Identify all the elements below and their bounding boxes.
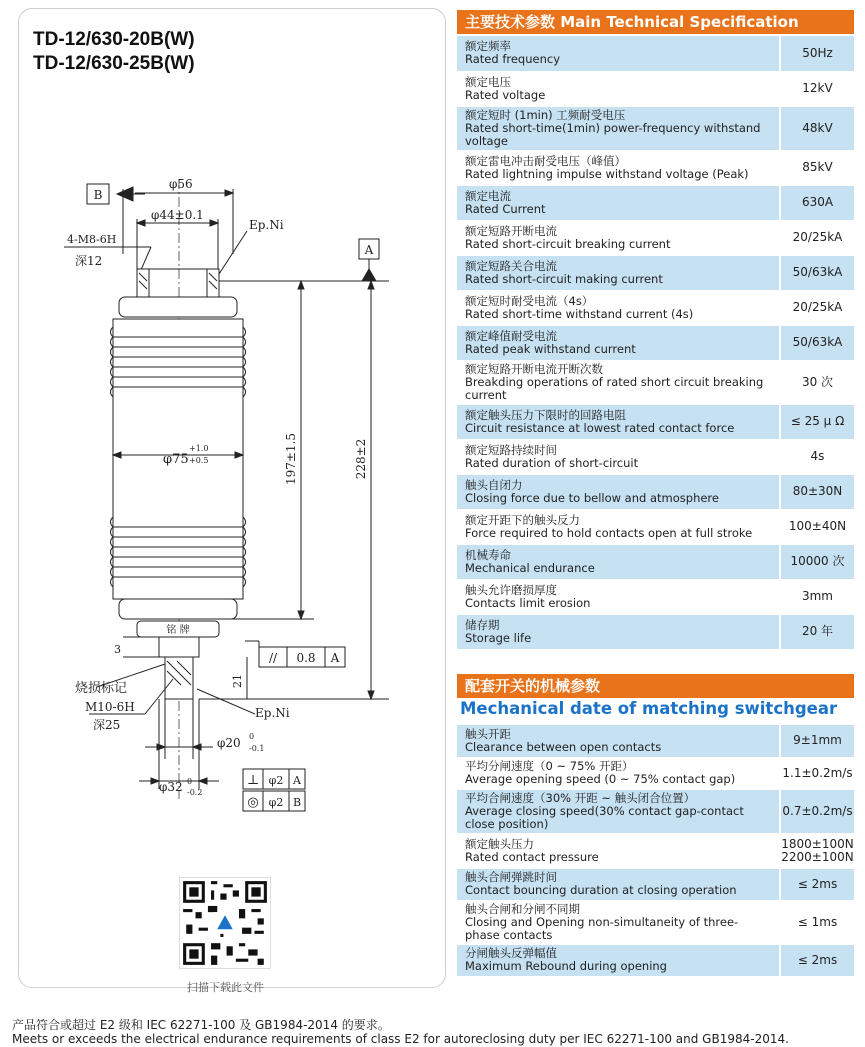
spec-name-cell (457, 757, 780, 789)
spec-row (457, 185, 854, 220)
spec-value: 48kV (802, 120, 833, 135)
spec-value-cell (780, 474, 854, 509)
dim-3-label: 3 (114, 643, 121, 656)
spec-name-cn: 触头合闸和分闸不同期 (465, 901, 580, 916)
spec-name-cn: 额定雷电冲击耐受电压（峰值） (465, 153, 626, 168)
parallel-datum: A (330, 651, 340, 665)
spec-name-cn: 额定短路开断电流开断次数 (465, 361, 603, 376)
spec-value-cell (780, 868, 854, 900)
spec-value: 50Hz (802, 45, 833, 60)
spec-value: 0.7±0.2m/s (782, 803, 853, 818)
spec-value-cell (780, 255, 854, 290)
spec-value-cell (780, 614, 854, 649)
thread-top-label: 4-M8-6H (67, 233, 117, 246)
spec-name-en: Rated short-time withstand current (4s) (465, 306, 694, 321)
spec-value: 50/63kA (792, 265, 843, 279)
perp-datum: A (293, 774, 301, 787)
spec-name-cell (457, 474, 780, 509)
dia-75-upper: +1.0 (189, 444, 209, 453)
spec-value: 100±40N (788, 519, 847, 533)
spec-name-cell (457, 404, 780, 439)
spec-name-cell (457, 325, 780, 360)
spec-name-en: Rated short-circuit making current (465, 271, 663, 286)
spec-name-cell (457, 360, 780, 404)
conc-datum: B (292, 796, 302, 809)
spec-row (457, 757, 854, 789)
spec-row (457, 106, 854, 150)
spec-value: 630A (801, 195, 834, 209)
spec-value: 50/63kA (792, 335, 843, 349)
spec-row (457, 579, 854, 614)
spec-name-en: Contacts limit erosion (465, 595, 591, 610)
spec-name-en: Rated short-time(1min) power-frequency withstand voltage (465, 120, 761, 148)
spec-row (457, 290, 854, 325)
spec-name-cn: 触头开距 (465, 726, 511, 741)
spec-name-en: Rated contact pressure (465, 849, 599, 864)
spec-name-cn: 机械寿命 (465, 547, 511, 562)
spec-value: 4s (810, 449, 825, 463)
spec-name-cn: 额定短路持续时间 (465, 442, 557, 457)
spec-name-cn: 储存期 (465, 617, 500, 632)
dia-44-label: φ44±0.1 (151, 208, 204, 222)
spec-name-cell (457, 290, 780, 325)
spec-name-en: Rated Current (465, 201, 546, 216)
dia-20-lower: -0.1 (249, 744, 265, 753)
mech-spec-subheader: Mechanical date of matching switchgear (460, 699, 838, 718)
spec-name-cell (457, 944, 780, 976)
spec-name-en: Rated frequency (465, 52, 561, 67)
spec-name-cn: 分闸触头反弹幅值 (465, 946, 557, 960)
perp-tolerance: φ2 (268, 774, 284, 787)
spec-row (457, 439, 854, 474)
parallel-tolerance: 0.8 (296, 651, 316, 665)
spec-value: 12kV (802, 81, 833, 95)
spec-name-cell (457, 220, 780, 255)
spec-value-cell (780, 150, 854, 185)
plating-top-label: Ep.Ni (249, 218, 284, 232)
plating-bottom-label: Ep.Ni (255, 706, 290, 720)
spec-row (457, 868, 854, 900)
dia-75-label: φ75 (163, 452, 189, 467)
spec-value-cell (780, 325, 854, 360)
technical-drawing (19, 159, 447, 819)
spec-value: 20/25kA (792, 230, 843, 244)
spec-value-cell (780, 544, 854, 579)
spec-name-cell (457, 833, 780, 868)
spec-value: 1800±100N (781, 836, 854, 851)
spec-name-cn: 额定电压 (465, 74, 511, 89)
spec-name-cn: 额定电流 (465, 188, 511, 203)
spec-value: ≤ 25 μ Ω (790, 414, 845, 428)
dia-32-upper: 0 (187, 777, 193, 786)
spec-name-cell (457, 185, 780, 220)
dia-75-lower: +0.5 (189, 456, 209, 465)
perp-symbol: ⊥ (246, 773, 260, 788)
dim-21-label: 21 (231, 674, 244, 688)
spec-value-2: 2200±100N (781, 849, 854, 864)
footer-en: Meets or exceeds the electrical endurance requirements of class E2 for autoreclosing duty per IEC 62271-100 and GB1984-2014. (12, 1032, 789, 1046)
spec-value-cell (780, 944, 854, 976)
spec-name-cell (457, 439, 780, 474)
spec-value-cell (780, 725, 854, 757)
spec-row (457, 255, 854, 290)
spec-value-cell (780, 439, 854, 474)
spec-name-cn: 额定短路关合电流 (465, 258, 557, 273)
spec-name-cn: 额定峰值耐受电流 (465, 328, 557, 343)
spec-row (457, 360, 854, 404)
spec-value: 9±1mm (793, 733, 842, 748)
spec-value-cell (780, 757, 854, 789)
spec-row (457, 404, 854, 439)
spec-value-cell (780, 360, 854, 404)
spec-value: 10000 次 (790, 554, 845, 568)
spec-row (457, 833, 854, 868)
datum-a-triangle (362, 269, 376, 281)
datum-b-arrow (117, 187, 133, 201)
dia-32-label: φ32 (159, 780, 183, 794)
footer-cn: 产品符合或超过 E2 级和 IEC 62271-100 及 GB1984-2014 的要求。 (12, 1018, 390, 1032)
spec-value: 85kV (802, 160, 833, 174)
datum-a-label: A (364, 243, 374, 257)
spec-name-cell (457, 71, 780, 106)
spec-name-en: Rated duration of short-circuit (465, 455, 639, 470)
spec-row (457, 150, 854, 185)
spec-value-cell (780, 185, 854, 220)
spec-value: 3mm (801, 589, 833, 603)
spec-value-cell (780, 404, 854, 439)
spec-name-cn: 额定触头压力下限时的回路电阻 (465, 407, 626, 422)
spec-value: ≤ 2ms (797, 952, 838, 967)
spec-name-cn: 触头允许磨损厚度 (465, 582, 557, 597)
spec-value-cell (780, 509, 854, 544)
model-title-1: TD-12/630-20B(W) (33, 29, 195, 50)
spec-name-cn: 额定开距下的触头反力 (465, 512, 580, 527)
spec-value-cell (780, 789, 854, 833)
spec-row (457, 944, 854, 976)
spec-row (457, 789, 854, 833)
spec-name-cn: 触头合闸弹跳时间 (465, 870, 557, 884)
spec-name-en: Rated lightning impulse withstand voltage (Peak) (465, 166, 749, 181)
len-228-label: 228±2 (354, 438, 368, 480)
dia-20-label: φ20 (217, 736, 241, 750)
spec-value: ≤ 1ms (797, 914, 838, 929)
wear-mark-label: 烧损标记 (75, 681, 128, 696)
spec-value-cell (780, 579, 854, 614)
spec-name-cn: 平均合闸速度（30% 开距 ~ 触头闭合位置） (465, 790, 696, 805)
conc-tolerance: φ2 (268, 796, 284, 809)
spec-name-cn: 触头自闭力 (465, 477, 523, 492)
spec-value: ≤ 2ms (797, 876, 838, 891)
dia-56-label: φ56 (169, 177, 193, 191)
spec-row (457, 509, 854, 544)
spec-name-cell (457, 509, 780, 544)
qr-code[interactable] (179, 877, 271, 969)
nameplate-label: 铭 牌 (166, 625, 190, 636)
spec-name-en: Maximum Rebound during opening (465, 959, 667, 973)
spec-row (457, 36, 854, 71)
spec-name-en: Average opening speed (0 ~ 75% contact gap) (465, 772, 736, 786)
spec-name-en: Average closing speed(30% contact gap-contact close position) (465, 803, 744, 831)
spec-name-en: Circuit resistance at lowest rated contact force (465, 420, 735, 435)
mech-spec-table (457, 725, 854, 977)
spec-row (457, 544, 854, 579)
spec-value: 80±30N (792, 484, 843, 498)
len-197-label: 197±1.5 (284, 432, 298, 486)
main-spec-table (457, 36, 854, 650)
thread-bottom-label: M10-6H (85, 700, 135, 714)
spec-name-en: Clearance between open contacts (465, 739, 662, 754)
spec-name-en: Breakding operations of rated short circuit breaking current (465, 374, 764, 402)
spec-name-en: Closing and Opening non-simultaneity of three-phase contacts (465, 914, 739, 942)
spec-value-cell (780, 220, 854, 255)
spec-value: 1.1±0.2m/s (782, 765, 853, 780)
spec-name-cell (457, 614, 780, 649)
spec-name-cell (457, 789, 780, 833)
spec-name-cell (457, 36, 780, 71)
spec-name-en: Rated peak withstand current (465, 341, 636, 356)
mech-spec-header: 配套开关的机械参数 (457, 674, 854, 698)
spec-row (457, 474, 854, 509)
spec-value: 30 次 (801, 374, 834, 389)
dia-20-upper: 0 (249, 732, 255, 741)
spec-name-cn: 额定触头压力 (465, 836, 534, 851)
spec-row (457, 614, 854, 649)
model-title-2: TD-12/630-25B(W) (33, 53, 195, 74)
spec-name-cell (457, 106, 780, 150)
main-spec-header: 主要技术参数 Main Technical Specification (457, 10, 854, 34)
spec-value-cell (780, 36, 854, 71)
spec-row (457, 220, 854, 255)
dia-32-lower: -0.2 (187, 788, 203, 797)
spec-name-cell (457, 579, 780, 614)
spec-row (457, 71, 854, 106)
spec-row (457, 725, 854, 757)
spec-name-cell (457, 725, 780, 757)
spec-name-cn: 额定短路开断电流 (465, 223, 557, 238)
spec-value: 20/25kA (792, 300, 843, 314)
datum-b-label: B (93, 188, 103, 202)
thread-top-depth: 深12 (75, 254, 103, 268)
spec-name-en: Force required to hold contacts open at full stroke (465, 525, 753, 540)
spec-value-cell (780, 900, 854, 944)
qr-caption: 扫描下载此文件 (187, 981, 264, 994)
spec-value-cell (780, 71, 854, 106)
spec-name-en: Rated voltage (465, 87, 546, 102)
spec-value: 20 年 (801, 624, 834, 638)
spec-name-cn: 额定频率 (465, 39, 511, 54)
spec-name-cell (457, 900, 780, 944)
spec-row (457, 900, 854, 944)
parallel-symbol: // (268, 651, 278, 665)
spec-name-en: Rated short-circuit breaking current (465, 236, 671, 251)
conc-symbol: ◎ (247, 795, 259, 810)
spec-name-en: Closing force due to bellow and atmosphere (465, 490, 719, 505)
spec-name-cell (457, 544, 780, 579)
spec-name-en: Mechanical endurance (465, 560, 595, 575)
spec-value-cell (780, 833, 854, 868)
spec-name-cn: 额定短时耐受电流（4s） (465, 293, 594, 308)
spec-name-cell (457, 868, 780, 900)
spec-name-cell (457, 150, 780, 185)
spec-name-cn: 平均分闸速度（0 ~ 75% 开距） (465, 759, 634, 773)
spec-name-cell (457, 255, 780, 290)
spec-value-cell (780, 106, 854, 150)
spec-name-cn: 额定短时 (1min) 工频耐受电压 (465, 107, 626, 122)
spec-row (457, 325, 854, 360)
thread-bottom-depth: 深25 (93, 718, 121, 732)
spec-name-en: Storage life (465, 630, 532, 645)
drawing-panel (18, 8, 446, 994)
spec-name-en: Contact bouncing duration at closing operation (465, 883, 737, 897)
spec-value-cell (780, 290, 854, 325)
